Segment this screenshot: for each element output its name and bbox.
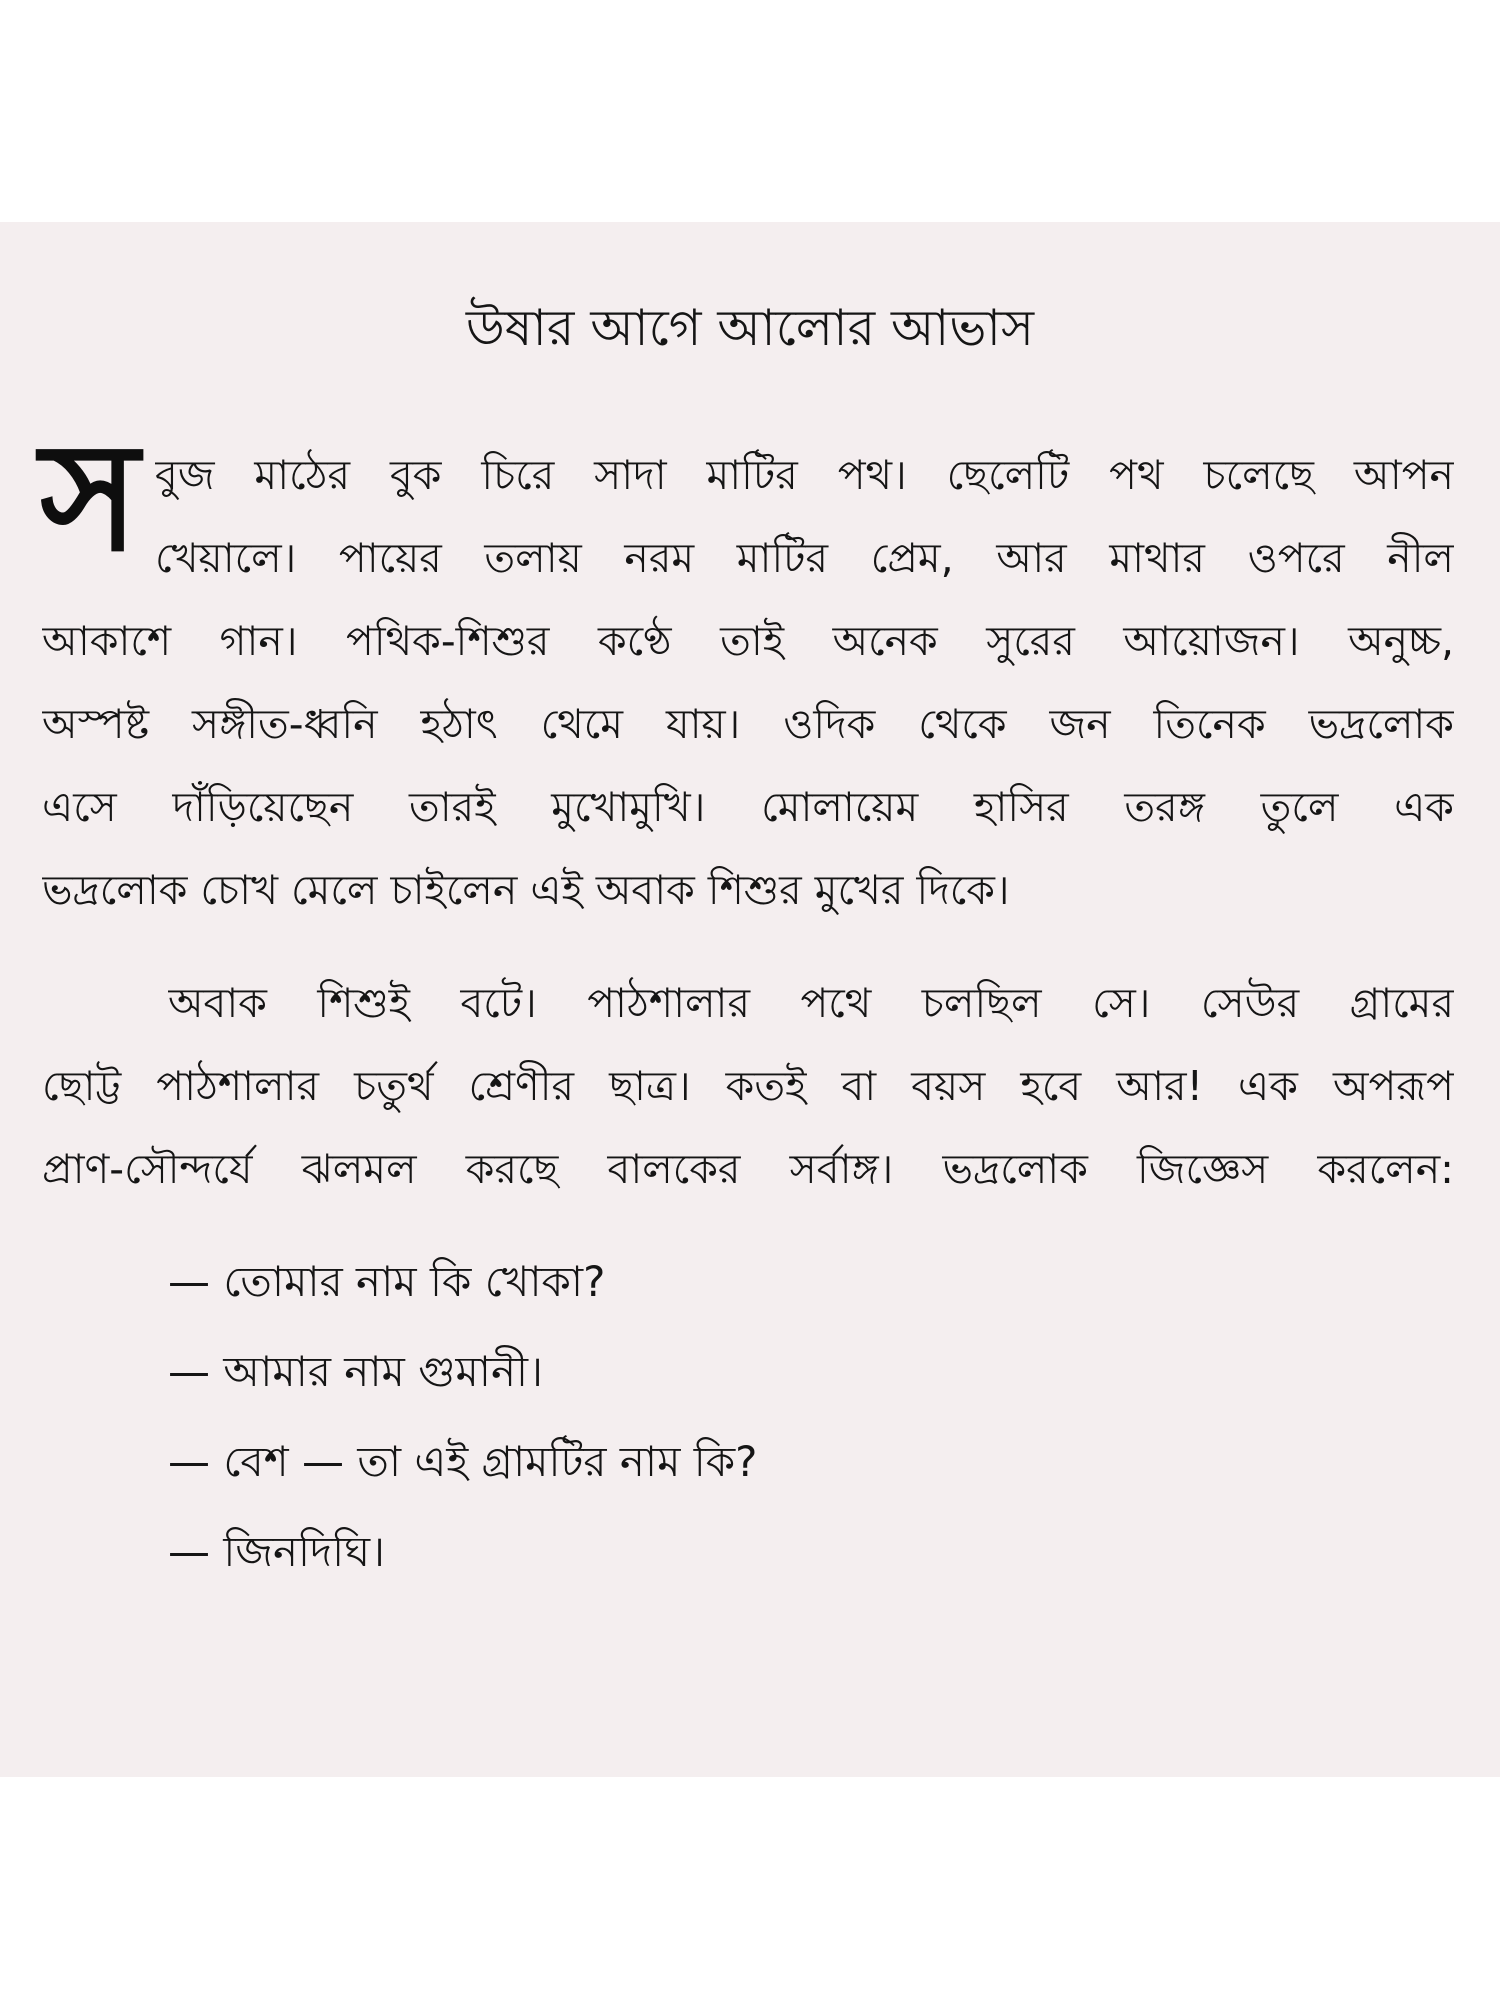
dialogue-line-3: — বেশ — তা এই গ্রামটির নাম কি? bbox=[168, 1437, 758, 1486]
paragraph-1-line-4: অস্পষ্ট সঙ্গীত-ধ্বনি হঠাৎ থেমে যায়। ওদিক থেকে জন তিনেক ভদ্রলোক bbox=[42, 700, 1454, 748]
paragraph-1-line-3: আকাশে গান। পথিক-শিশুর কণ্ঠে তাই অনেক সুরের আয়োজন। অনুচ্চ, bbox=[42, 617, 1454, 665]
paragraph-2-line-1: অবাক শিশুই বটে। পাঠশালার পথে চলছিল সে। সেউর গ্রামের bbox=[168, 979, 1454, 1027]
chapter-title: উষার আগে আলোর আভাস bbox=[465, 299, 1035, 357]
paragraph-1-line-1: বুজ মাঠের বুক চিরে সাদা মাটির পথ। ছেলেটি পথ চলেছে আপন bbox=[155, 451, 1454, 499]
drop-cap: স bbox=[40, 409, 140, 585]
paragraph-1-line-5: এসে দাঁড়িয়েছেন তারই মুখোমুখি। মোলায়েম হাসির তরঙ্গ তুলে এক bbox=[42, 783, 1454, 831]
paragraph-2-line-2: ছোট্ট পাঠশালার চতুর্থ শ্রেণীর ছাত্র। কতই বা বয়স হবে আর! এক অপরূপ bbox=[42, 1062, 1454, 1110]
book-page bbox=[0, 222, 1500, 1777]
paragraph-2-line-3: প্রাণ-সৌন্দর্যে ঝলমল করছে বালকের সর্বাঙ্গ। ভদ্রলোক জিজ্ঞেস করলেন: bbox=[42, 1145, 1454, 1193]
dialogue-line-4: — জিনদিঘি। bbox=[168, 1527, 386, 1576]
paragraph-1-line-2: খেয়ালে। পায়ের তলায় নরম মাটির প্রেম, আর মাথার ওপরে নীল bbox=[155, 534, 1454, 582]
dialogue-line-2: — আমার নাম গুমানী। bbox=[168, 1347, 544, 1396]
dialogue-line-1: — তোমার নাম কি খোকা? bbox=[168, 1257, 606, 1306]
paragraph-1-line-6: ভদ্রলোক চোখ মেলে চাইলেন এই অবাক শিশুর মুখের দিকে। bbox=[42, 866, 1010, 914]
